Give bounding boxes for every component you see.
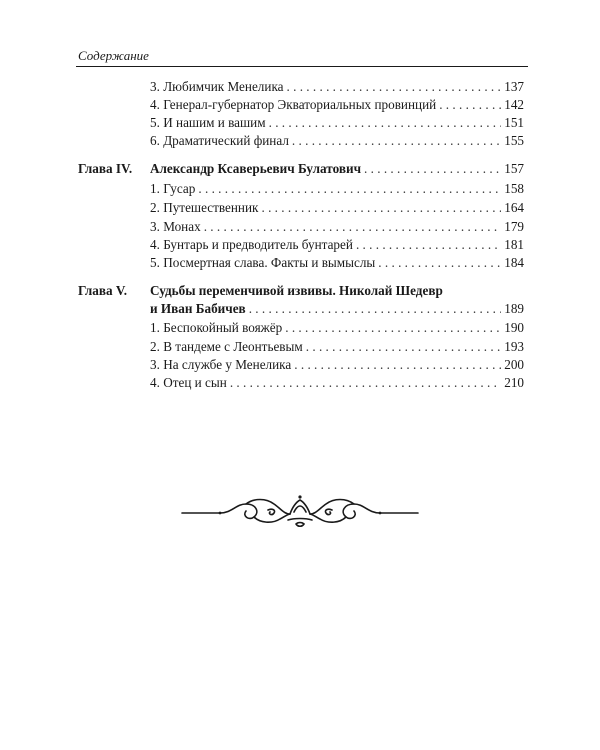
- dot-leader: [204, 218, 502, 236]
- toc-entry-title: 2. Путешественник: [150, 200, 259, 215]
- toc-entry-title: 5. Посмертная слава. Факты и вымыслы: [150, 255, 376, 270]
- dot-leader: [306, 338, 501, 356]
- toc-entry-title: 1. Беспокойный вояжёр: [150, 320, 283, 335]
- toc-entry-title: 4. Отец и сын: [150, 375, 227, 390]
- toc-entry-ch3-s3[interactable]: [150, 78, 524, 96]
- dot-leader: [285, 319, 501, 337]
- dot-leader: [364, 160, 501, 178]
- toc-entry-page: 200: [504, 357, 524, 372]
- toc-entry-title: 4. Генерал-губернатор Экваториальных провинций: [150, 97, 437, 112]
- toc-entry-page: 193: [504, 339, 524, 354]
- dot-leader: [356, 236, 501, 254]
- running-header: Содержание: [78, 48, 149, 63]
- toc-entry-page: 137: [504, 79, 524, 94]
- dot-leader: [294, 356, 501, 374]
- dot-leader: [261, 199, 501, 217]
- toc-entry-ch5-s2[interactable]: [150, 338, 524, 356]
- dot-leader: [249, 300, 502, 318]
- dot-leader: [287, 78, 502, 96]
- toc-entry-ch4-s5[interactable]: [150, 254, 524, 272]
- toc-entry-ch5-s1[interactable]: [150, 319, 524, 337]
- toc-entry-title: 1. Гусар: [150, 181, 196, 196]
- dot-leader: [439, 96, 501, 114]
- chapter-label-5: Глава V.: [78, 283, 128, 298]
- dot-leader: [198, 180, 501, 198]
- toc-entry-title: 3. На службе у Менелика: [150, 357, 292, 372]
- chapter-title-line1[interactable]: Судьбы переменчивой извивы. Николай Шедевр: [150, 283, 443, 298]
- chapter-page: 189: [504, 301, 524, 316]
- toc-entry-page: 190: [504, 320, 524, 335]
- toc-entry-title: 4. Бунтарь и предводитель бунтарей: [150, 237, 353, 252]
- toc-chapter-5[interactable]: [150, 300, 524, 318]
- toc-entry-page: 155: [504, 133, 524, 148]
- toc-entry-ch5-s3[interactable]: [150, 356, 524, 374]
- toc-entry-ch4-s2[interactable]: [150, 199, 524, 217]
- chapter-title: Александр Ксаверьевич Булатович: [150, 161, 362, 176]
- toc-entry-title: 3. Монах: [150, 219, 201, 234]
- toc-entry-page: 158: [504, 181, 524, 196]
- toc-entry-page: 184: [504, 255, 524, 270]
- chapter-page: 157: [504, 161, 524, 176]
- toc-entry-page: 181: [504, 237, 524, 252]
- toc-entry-ch4-s4[interactable]: [150, 236, 524, 254]
- toc-entry-ch3-s5[interactable]: [150, 114, 524, 132]
- scroll-flourish-ornament-icon: [180, 490, 420, 536]
- toc-entry-ch3-s6[interactable]: [150, 132, 524, 150]
- toc-entry-page: 142: [504, 97, 524, 112]
- toc-entry-ch4-s1[interactable]: [150, 180, 524, 198]
- chapter-label-4: Глава IV.: [78, 161, 133, 176]
- toc-entry-page: 210: [504, 375, 524, 390]
- toc-entry-title: 5. И нашим и вашим: [150, 115, 266, 130]
- chapter-title-line2: и Иван Бабичев: [150, 301, 246, 316]
- dot-leader: [230, 374, 501, 392]
- toc-entry-title: 2. В тандеме с Леонтьевым: [150, 339, 303, 354]
- toc-entry-page: 151: [504, 115, 524, 130]
- toc-chapter-4[interactable]: [150, 160, 524, 178]
- toc-entry-ch3-s4[interactable]: [150, 96, 524, 114]
- dot-leader: [292, 132, 501, 150]
- header-rule: [76, 66, 528, 67]
- dot-leader: [269, 114, 502, 132]
- dot-leader: [378, 254, 501, 272]
- toc-entry-ch4-s3[interactable]: [150, 218, 524, 236]
- toc-entry-title: 3. Любимчик Менелика: [150, 79, 284, 94]
- toc-entry-ch5-s4[interactable]: [150, 374, 524, 392]
- toc-entry-title: 6. Драматический финал: [150, 133, 289, 148]
- toc-entry-page: 179: [504, 219, 524, 234]
- toc-entry-page: 164: [504, 200, 524, 215]
